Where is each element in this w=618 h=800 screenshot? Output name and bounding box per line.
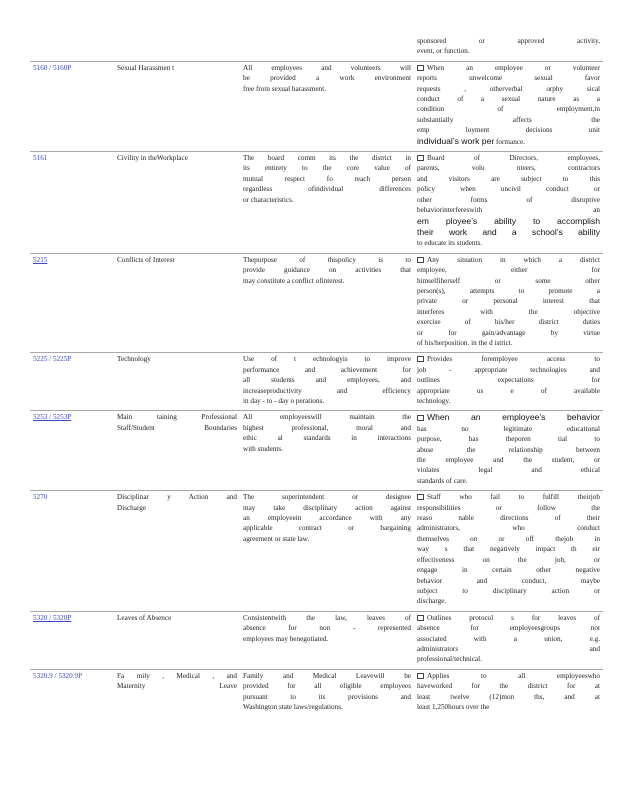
policy-description-cell — [240, 36, 414, 61]
details-text: of his/herposition. in the d istrict. — [417, 338, 513, 347]
policy-title-cell — [114, 61, 240, 151]
details-text-tail: formance. — [494, 137, 525, 146]
policy-details-cell — [414, 253, 603, 353]
description-line: Washington state laws/regulations. — [243, 702, 343, 711]
description-line: Family and Medical Leavewill be — [243, 671, 411, 680]
details-line — [417, 424, 600, 434]
checkbox-bullet-icon — [417, 415, 424, 421]
details-line — [417, 63, 600, 73]
description-line: may constitute a conflict ofinterest. — [243, 276, 345, 285]
details-text: and visitors are subject to this — [417, 174, 600, 183]
policy-code-link[interactable]: 5320 / 5320P — [33, 613, 72, 622]
policy-code-cell — [30, 253, 114, 353]
policy-title-cell — [114, 669, 240, 716]
description-line: provide guidance on activities that — [243, 266, 411, 275]
details-text: haveworked for the district for at — [417, 682, 600, 691]
description-line: be provided a work environment — [243, 74, 411, 83]
description-line: highest professional, moral and — [243, 423, 411, 432]
description-line: performance and achievement for — [243, 365, 411, 374]
details-text: reaso nable directions of their — [417, 514, 600, 523]
details-text: least twelve (12)mon ths, and at — [417, 692, 600, 701]
policy-code: 5225 / 5225P — [33, 355, 72, 364]
policy-code-link[interactable]: 5253 / 5253P — [33, 413, 72, 422]
details-text: When an employee or volunteer — [427, 63, 600, 72]
description-line: an employeein accordance with any — [243, 514, 411, 523]
details-line — [417, 634, 600, 644]
details-text: discharge. — [417, 597, 447, 606]
policy-title: Main taining Professional — [117, 413, 237, 422]
details-text: administrators, who conduct — [417, 524, 600, 533]
details-text: substantially affects the — [417, 115, 600, 124]
details-line — [417, 276, 600, 286]
details-line — [417, 354, 600, 364]
description-line: regardless ofindividual differences — [243, 185, 411, 194]
policy-details-cell — [414, 36, 603, 61]
policy-title: Civility in theWorkplace — [117, 154, 188, 163]
policy-code-link[interactable]: 5215 — [33, 255, 48, 264]
policy-code-cell — [30, 353, 114, 411]
description-line: employees may benegotiated. — [243, 634, 329, 643]
policy-code: 5270 — [33, 493, 48, 502]
policy-row — [30, 253, 603, 353]
details-text: Board of Directors, employees, — [427, 154, 600, 163]
policy-description-cell — [240, 611, 414, 669]
details-text: least 1,250hours over the — [417, 702, 490, 711]
details-text: way s that negatively impact th eir — [417, 545, 600, 554]
details-line — [417, 328, 600, 338]
details-line — [417, 654, 600, 664]
details-line — [417, 238, 600, 248]
policy-details-cell — [414, 353, 603, 411]
details-line — [417, 338, 600, 348]
details-line — [417, 692, 600, 702]
description-line: all students and employees, and — [243, 376, 411, 385]
details-text: purpose, has theporen tial to — [417, 435, 600, 444]
details-text: Applies to all employeeswho — [427, 671, 600, 680]
details-text: their work and a school’s ability — [417, 226, 600, 237]
description-line: The superintendent or designee — [243, 493, 411, 502]
details-line — [417, 465, 600, 475]
details-text: themselves on or off thejob in — [417, 534, 600, 543]
details-line — [417, 576, 600, 586]
policy-description-cell — [240, 152, 414, 254]
details-text: has no legitimate educational — [417, 424, 600, 433]
details-text: em ployee’s ability to accomplish — [417, 215, 600, 226]
policy-title: Sexual Harassmen t — [117, 63, 175, 72]
details-text: employee, either for — [417, 266, 600, 275]
policy-row — [30, 61, 603, 151]
details-line — [417, 613, 600, 623]
details-line — [417, 255, 600, 265]
policy-title-cell — [114, 611, 240, 669]
details-line — [417, 84, 600, 94]
policy-details-cell — [414, 491, 603, 611]
details-line — [417, 623, 600, 633]
details-text: technology. — [417, 397, 451, 405]
details-text: Staff who fail to fulfill theirjob — [427, 493, 600, 502]
details-line — [417, 455, 600, 465]
policy-title: Conflicts of Interest — [117, 255, 175, 264]
policy-title: Fa mily , Medical , and — [117, 671, 237, 680]
policy-title: Technology — [117, 355, 151, 364]
details-text: Provides foremployee access to — [427, 355, 600, 364]
policy-code: 5160 / 5160P — [33, 63, 72, 72]
details-text: associated with a union, e.g. — [417, 634, 600, 643]
policy-details-cell — [414, 411, 603, 491]
description-line: free from sexual harassment. — [243, 84, 327, 93]
policy-row — [30, 491, 603, 611]
details-text: sponsored or approved activity, — [417, 37, 600, 45]
checkbox-bullet-icon — [417, 673, 424, 679]
details-text: himselfiherself or some other — [417, 276, 600, 285]
details-line — [417, 317, 600, 327]
policy-title-cell — [114, 491, 240, 611]
policy-description-cell — [240, 669, 414, 716]
details-text: person(s), attempts to promote a — [417, 286, 600, 295]
details-line — [417, 671, 600, 681]
details-text: event, or function. — [417, 47, 470, 56]
details-text: behavior and conduct, maybe — [417, 576, 600, 585]
details-line — [417, 286, 600, 296]
details-line — [417, 681, 600, 691]
details-line — [417, 503, 600, 513]
details-line — [417, 265, 600, 275]
description-line: ethic al standards in interactions — [243, 434, 411, 443]
description-line: with students. — [243, 444, 283, 453]
description-line: All employees and volunteers will — [243, 63, 411, 72]
details-line — [417, 534, 600, 544]
policy-title-cell — [114, 353, 240, 411]
details-text: appropriate us e of available — [417, 386, 600, 395]
policy-row — [30, 36, 603, 61]
details-text: private or personal interest that — [417, 297, 600, 306]
details-line — [417, 184, 600, 194]
details-line — [417, 115, 600, 125]
policy-description-cell — [240, 61, 414, 151]
description-line: Consistentwith the law, leaves of — [243, 613, 411, 622]
policy-row — [30, 611, 603, 669]
description-line: may take disciplinary action against — [243, 503, 411, 512]
details-text: exercise of his/her district duties — [417, 318, 600, 327]
policy-row — [30, 411, 603, 491]
policy-code-cell — [30, 491, 114, 611]
policy-code: 5161 — [33, 154, 48, 163]
checkbox-bullet-icon — [417, 65, 424, 71]
description-line: provided for all eligible employees — [243, 682, 411, 691]
details-text: outlines expectations for — [417, 376, 600, 385]
policy-description-cell — [240, 411, 414, 491]
policy-table — [30, 36, 603, 716]
details-text: Any situation in which a district — [427, 255, 600, 264]
details-text: engage in certain other negative — [417, 566, 600, 575]
details-text: When an employee’s behavior — [427, 412, 600, 423]
details-line — [417, 644, 600, 654]
details-text: emp loyment decisions unit — [417, 126, 600, 135]
details-line — [417, 163, 600, 173]
description-line: Thepurpose of thispolicy is to — [243, 255, 411, 264]
policy-title-line-2: Staff/Student Boundaries — [117, 423, 237, 432]
details-text: standards of care. — [417, 476, 468, 485]
description-line: applicable contract or bargaining — [243, 524, 411, 533]
policy-details-cell — [414, 61, 603, 151]
description-line: All employeeswill maintain the — [243, 413, 411, 422]
policy-details-cell — [414, 669, 603, 716]
details-text: behaviorinterfereswith an — [417, 206, 600, 215]
description-line: in day - to - day o perations. — [243, 397, 325, 405]
details-line — [417, 476, 600, 486]
details-text: conduct of a sexual nature as a — [417, 95, 600, 104]
details-line — [417, 544, 600, 554]
policy-code-cell — [30, 61, 114, 151]
details-text: policy when uncivil conduct or — [417, 185, 600, 194]
description-line: agreement or state law. — [243, 534, 310, 543]
policy-description-cell — [240, 253, 414, 353]
details-line — [417, 94, 600, 104]
description-line: or characteristics. — [243, 195, 294, 204]
details-line — [417, 73, 600, 83]
policy-code-cell — [30, 669, 114, 716]
policy-details-cell — [414, 152, 603, 254]
details-text: interferes with the objective — [417, 307, 600, 316]
policy-title-line-2: Maternity Leave — [117, 682, 237, 691]
details-text: requests , otherverbal orphy sical — [417, 84, 600, 93]
policy-code: 5320.9 / 5320.9P — [33, 671, 83, 680]
policy-title-cell — [114, 152, 240, 254]
policy-row — [30, 152, 603, 254]
details-text: responsibilities or follow the — [417, 503, 600, 512]
description-line: Use of t echnologyis to improve — [243, 355, 411, 364]
details-text: violates legal and ethical — [417, 466, 600, 475]
details-text: effectiveness on the job, or — [417, 555, 600, 564]
details-line — [417, 195, 600, 205]
policy-description-cell — [240, 353, 414, 411]
description-line: increaseproductivity and efficiency — [243, 386, 411, 395]
details-line — [417, 586, 600, 596]
details-line — [417, 445, 600, 455]
details-line — [417, 227, 600, 238]
policy-row — [30, 353, 603, 411]
details-line — [417, 513, 600, 523]
details-line — [417, 136, 600, 147]
details-text: reports unwelcome sexual favor — [417, 74, 600, 83]
details-text: individual’s work per — [417, 135, 495, 146]
policy-code-cell — [30, 611, 114, 669]
policy-code-cell — [30, 152, 114, 254]
description-line: pursuant to its provisions and — [243, 692, 411, 701]
details-line — [417, 153, 600, 163]
checkbox-bullet-icon — [417, 494, 424, 500]
policy-title-cell — [114, 253, 240, 353]
checkbox-bullet-icon — [417, 356, 424, 362]
details-text: professional/technical. — [417, 655, 482, 664]
details-line — [417, 46, 600, 56]
description-line: absence for non - represented — [243, 624, 411, 633]
policy-title: Leaves of Absence — [117, 613, 172, 622]
policy-code-cell — [30, 411, 114, 491]
policy-details-cell — [414, 611, 603, 669]
details-text: subject to disciplinary action or — [417, 586, 600, 595]
policy-title-cell — [114, 36, 240, 61]
details-line — [417, 174, 600, 184]
details-line — [417, 36, 600, 46]
checkbox-bullet-icon — [417, 257, 424, 263]
details-line — [417, 434, 600, 444]
details-text: abuse the relationship between — [417, 445, 600, 454]
details-line — [417, 205, 600, 215]
details-text: administrators and — [417, 644, 600, 653]
details-text: the employee and the student, or — [417, 456, 600, 465]
details-line — [417, 396, 600, 406]
policy-title-line-2: Discharge — [117, 503, 147, 512]
policy-code-cell — [30, 36, 114, 61]
details-line — [417, 702, 600, 712]
details-text: job - appropriate technologies and — [417, 365, 600, 374]
description-line: its entirety to the core value of — [243, 164, 411, 173]
details-line — [417, 216, 600, 227]
details-line — [417, 125, 600, 135]
details-text: absence for employeesgroups not — [417, 624, 600, 633]
details-line — [417, 375, 600, 385]
policy-title-cell — [114, 411, 240, 491]
policy-description-cell — [240, 491, 414, 611]
description-line: mutual respect fo reach person — [243, 174, 411, 183]
details-text: Outlines protocol s for leaves of — [427, 613, 600, 622]
details-line — [417, 307, 600, 317]
details-line — [417, 104, 600, 114]
details-line — [417, 412, 600, 423]
details-line — [417, 565, 600, 575]
details-text: other forms of disruptive — [417, 195, 600, 204]
checkbox-bullet-icon — [417, 155, 424, 161]
details-line — [417, 365, 600, 375]
details-line — [417, 523, 600, 533]
details-line — [417, 296, 600, 306]
description-line: The board comm its the district in — [243, 154, 411, 163]
details-text: to educate its students. — [417, 239, 483, 248]
checkbox-bullet-icon — [417, 615, 424, 621]
details-line — [417, 555, 600, 565]
policy-title: Disciplinar y Action and — [117, 493, 237, 502]
policy-row — [30, 669, 603, 716]
details-text: or for gain/advantage by virtue — [417, 328, 600, 337]
details-text: parents, volu nteers, contractors — [417, 164, 600, 173]
details-text: condition of employment,in — [417, 105, 600, 114]
details-line — [417, 492, 600, 502]
details-line — [417, 386, 600, 396]
details-line — [417, 596, 600, 606]
